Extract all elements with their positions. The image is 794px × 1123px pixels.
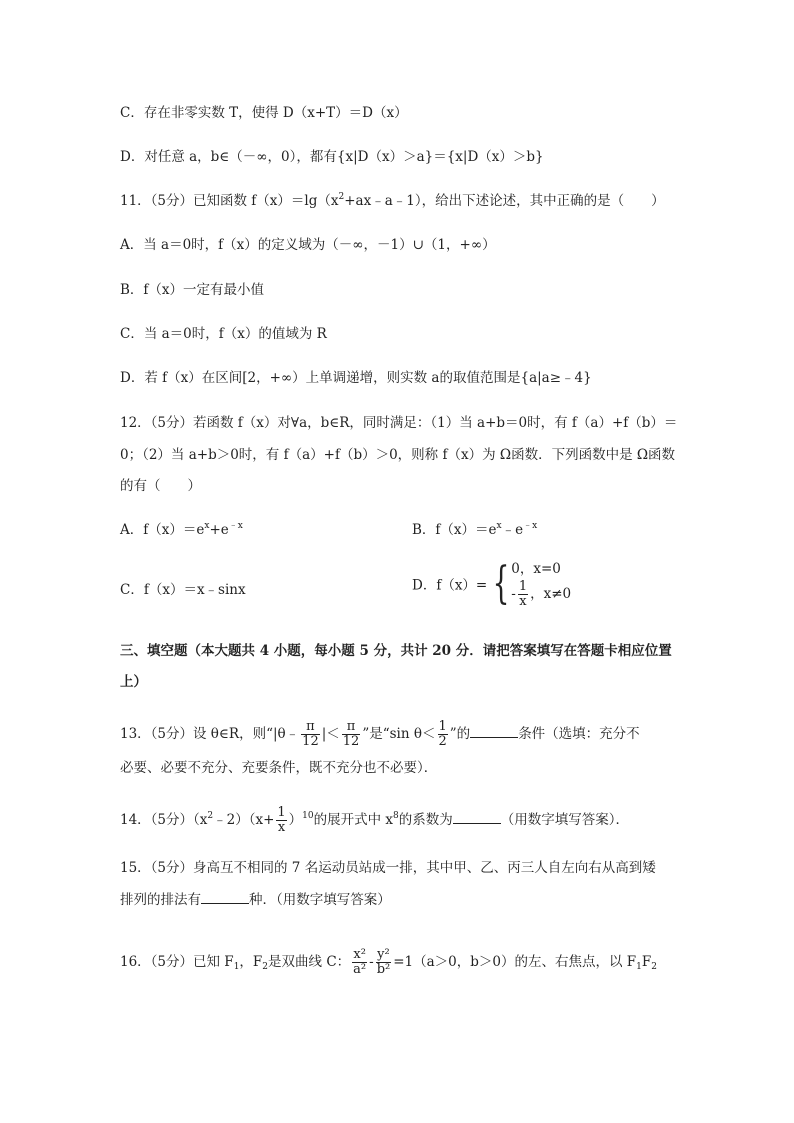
q16-minus: - xyxy=(369,954,374,970)
section-3-heading-line2: 上） xyxy=(120,674,147,690)
q16-fraction-1 xyxy=(352,948,367,977)
q10-option-d: D．对任意 a，b∈（－∞，0），都有{x|D（x）＞a}＝{x|D（x）＞b} xyxy=(120,149,544,165)
q14-exp-2: 10 xyxy=(302,811,314,821)
q12-option-d xyxy=(412,558,571,609)
answer-blank[interactable] xyxy=(470,725,518,738)
q11-option-d: D．若 f（x）在区间[2，+∞）上单调递增，则实数 a的取值范围是{a|a≥﹣4} xyxy=(120,370,592,386)
q16-stem xyxy=(120,948,657,977)
answer-blank[interactable] xyxy=(453,811,501,824)
q11-stem xyxy=(120,191,665,211)
q16-text-b: ，F xyxy=(239,954,263,970)
piecewise-case-1: 0，x=0 xyxy=(511,561,561,577)
q13-stem-line1 xyxy=(120,720,640,749)
q12-option-b-text-2: ﹣e xyxy=(501,522,524,538)
q14-text-f: （用数字填写答案）． xyxy=(500,812,630,828)
q11-stem-exp: 2 xyxy=(338,192,345,202)
fraction xyxy=(518,580,528,609)
q15-text-a: 排列的排法有 xyxy=(120,892,201,908)
q11-option-c: C．当 a＝0时，f（x）的值域为 R xyxy=(120,326,327,342)
q12-option-b-exp2: ﹣x xyxy=(523,521,538,531)
q12-option-a-exp2: ﹣x xyxy=(228,521,243,531)
q13-text-a: 13．（5分）设 θ∈R，则“|θ﹣ xyxy=(120,726,300,742)
q11-stem-text-2: +ax﹣a﹣1），给出下述论述，其中正确的是（ ） xyxy=(344,193,665,209)
q12-option-b xyxy=(412,520,537,540)
q14-text-c: ） xyxy=(288,812,303,828)
piecewise-cases xyxy=(511,558,571,609)
q15-text-b: 种．（用数字填写答案） xyxy=(249,892,391,908)
q11-option-b: B．f（x）一定有最小值 xyxy=(120,282,265,298)
q11-stem-text: 11．（5分）已知函数 f（x）＝lg（x xyxy=(120,193,339,209)
q12-option-c: C．f（x）＝x﹣sinx xyxy=(120,582,246,598)
fraction-denominator: 12 xyxy=(342,734,360,749)
q16-sub-4: 2 xyxy=(651,962,658,972)
q16-sub-3: 1 xyxy=(636,962,642,972)
q13-fraction-2 xyxy=(342,720,361,749)
q12-option-a xyxy=(120,520,243,540)
q13-text-d: ”的 xyxy=(449,726,471,742)
q10-option-c: C．存在非零实数 T，使得 D（x+T）＝D（x） xyxy=(120,105,408,121)
q16-sub-1: 1 xyxy=(233,962,240,972)
fraction-denominator: 2 xyxy=(438,734,447,749)
fraction-numerator: y² xyxy=(377,947,390,962)
q14-text-d: 的展开式中 x xyxy=(313,812,394,828)
q16-text-c: 是双曲线 C： xyxy=(268,954,351,970)
q11-option-a: A．当 a＝0时，f（x）的定义域为（－∞，－1）∪（1，+∞） xyxy=(120,237,496,253)
fraction-denominator: b² xyxy=(376,962,391,977)
q16-text-d: =1（a＞0，b＞0）的左、右焦点，以 F xyxy=(393,954,637,970)
q12-option-a-text: A．f（x）＝e xyxy=(120,522,205,538)
q12-stem-line3: 的有（ ） xyxy=(120,478,201,494)
q12-option-a-text-2: +e xyxy=(209,522,229,538)
q13-text-e: 条件（选填：充分不 xyxy=(518,726,640,742)
q12-option-b-exp1: x xyxy=(496,521,502,531)
fraction-numerator: π xyxy=(301,720,320,735)
q14-text-b: ﹣2）（x+ xyxy=(213,812,275,828)
fraction-numerator: 1 xyxy=(518,579,528,594)
q14-exp-3: 8 xyxy=(393,811,399,821)
piecewise-case-2 xyxy=(511,580,571,609)
q16-fraction-2 xyxy=(376,948,392,977)
fraction-numerator: π xyxy=(342,720,361,735)
q12-stem-line2: 0；（2）当 a+b＞0时，有 f（a）+f（b）＞0，则称 f（x）为 Ω函数．下列函数中是 Ω函数 xyxy=(120,447,676,463)
q13-stem-line2: 必要、必要不充分、充要条件，既不充分也不必要）． xyxy=(120,760,438,776)
case2-minus: - xyxy=(511,586,516,602)
q14-exp-1: 2 xyxy=(207,811,214,821)
q14-fraction xyxy=(276,806,286,835)
fraction-numerator: x² xyxy=(353,947,366,962)
q13-fraction-3 xyxy=(438,720,448,749)
q15-stem-line1: 15．（5分）身高互不相同的 7 名运动员站成一排，其中甲、乙、丙三人自左向右从高到矮 xyxy=(120,860,656,876)
q12-option-d-prefix: D．f（x）= xyxy=(412,577,488,594)
q14-stem xyxy=(120,806,629,835)
fraction-numerator: 1 xyxy=(438,719,447,734)
q14-text-a: 14．（5分）（x xyxy=(120,812,208,828)
q12-option-a-exp1: x xyxy=(204,521,210,531)
q15-stem-line2 xyxy=(120,890,391,910)
q13-fraction-1 xyxy=(301,720,320,749)
q13-text-b: |＜ xyxy=(321,726,340,742)
answer-blank[interactable] xyxy=(201,891,249,904)
q12-option-b-text: B．f（x）＝e xyxy=(412,522,497,538)
fraction-numerator: 1 xyxy=(277,805,286,820)
case2-condition: ，x≠0 xyxy=(530,586,572,602)
fraction-denominator: a² xyxy=(353,962,367,977)
q16-text-e: F xyxy=(641,954,652,970)
q12-stem-line1: 12．（5分）若函数 f（x）对∀a，b∈R，同时满足：（1）当 a+b＝0时，有 f（a）+f（b）＝ xyxy=(120,415,678,431)
fraction-denominator: x xyxy=(277,820,286,835)
section-3-heading-line1: 三、填空题（本大题共 4 小题，每小题 5 分，共计 20 分．请把答案填写在答题卡相应位置 xyxy=(120,643,672,659)
q16-sub-2: 2 xyxy=(262,962,269,972)
fraction-denominator: x xyxy=(519,594,527,609)
q14-text-e: 的系数为 xyxy=(398,812,453,828)
q16-text-a: 16．（5分）已知 F xyxy=(120,954,234,970)
left-brace-icon: { xyxy=(492,557,510,609)
fraction-denominator: 12 xyxy=(302,734,319,749)
q13-text-c: ”是“sin θ＜ xyxy=(362,726,436,742)
